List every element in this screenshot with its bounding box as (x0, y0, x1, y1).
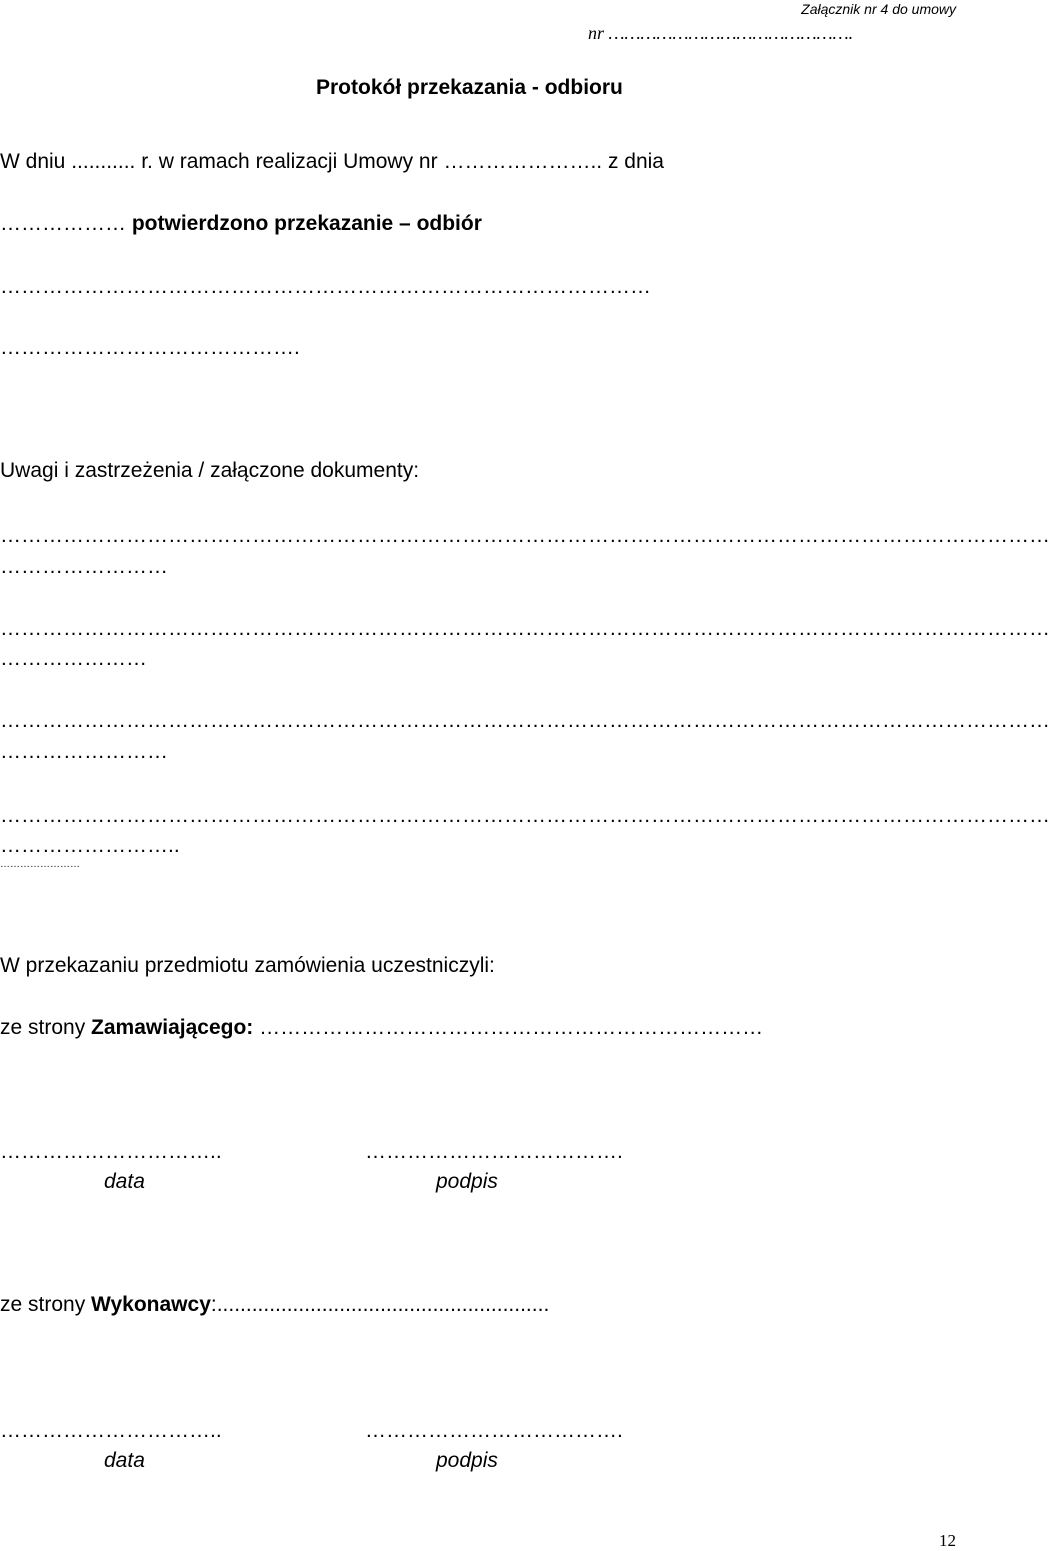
remarks-line-3: …………………………………………………………………………………………………………………………………… (0, 617, 1050, 640)
orderer-dots: ……………………………………………………………… (253, 1016, 764, 1039)
remarks-line-5: …………………………………………………………………………………………………………………………………… (0, 709, 1050, 732)
attachment-label: Załącznik nr 4 do umowy (801, 1, 956, 17)
orderer-party: Zamawiającego: (91, 1016, 254, 1039)
remarks-line-6: …………………… (0, 740, 168, 763)
contractor-date-dots: ………………………….. (0, 1419, 222, 1442)
remarks-line-8: …………………….. (0, 834, 180, 857)
remarks-line-4: ………………… (0, 647, 147, 670)
contractor-signature-label: podpis (436, 1449, 498, 1472)
orderer-date-label: data (104, 1170, 145, 1193)
remarks-line-1: …………………………………………………………………………………………………………………………………… (0, 524, 1050, 547)
contractor-dots: :......................................................... (210, 1293, 550, 1316)
page-number: 12 (939, 1531, 956, 1550)
handover-confirmation: potwierdzono przekazanie – odbiór (131, 212, 482, 235)
remarks-line-9: …………………… (0, 859, 80, 870)
contractor-line (0, 1294, 549, 1315)
orderer-date-dots: ………………………….. (0, 1140, 222, 1163)
orderer-signature-dots: ………………………………. (365, 1140, 623, 1163)
intro-line-4: ……………………………………. (0, 336, 300, 359)
remarks-label: Uwagi i zastrzeżenia / załączone dokumenty: (0, 459, 420, 482)
orderer-line (0, 1017, 763, 1038)
remarks-line-7: …………………………………………………………………………………………………………………………………… (0, 804, 1050, 827)
contract-number-line: nr ………………………………………. (588, 23, 854, 43)
document-title: Protokół przekazania - odbioru (316, 76, 623, 99)
intro-line-3: ………………………………………………………………………………… (0, 275, 651, 298)
contractor-date-label: data (104, 1449, 145, 1472)
remarks-line-2: …………………… (0, 555, 168, 578)
intro-line-2 (0, 213, 482, 234)
contractor-party: Wykonawcy (91, 1293, 211, 1316)
participants-heading: W przekazaniu przedmiotu zamówienia uczestniczyli: (0, 954, 495, 977)
contractor-prefix: ze strony (0, 1293, 92, 1316)
orderer-prefix: ze strony (0, 1016, 92, 1039)
orderer-signature-label: podpis (436, 1170, 498, 1193)
contractor-signature-dots: ………………………………. (365, 1419, 623, 1442)
intro-line-2-dots: ……………… (0, 212, 132, 235)
intro-line-1: W dniu ........... r. w ramach realizacji Umowy nr ………………….. z dnia (0, 150, 664, 173)
